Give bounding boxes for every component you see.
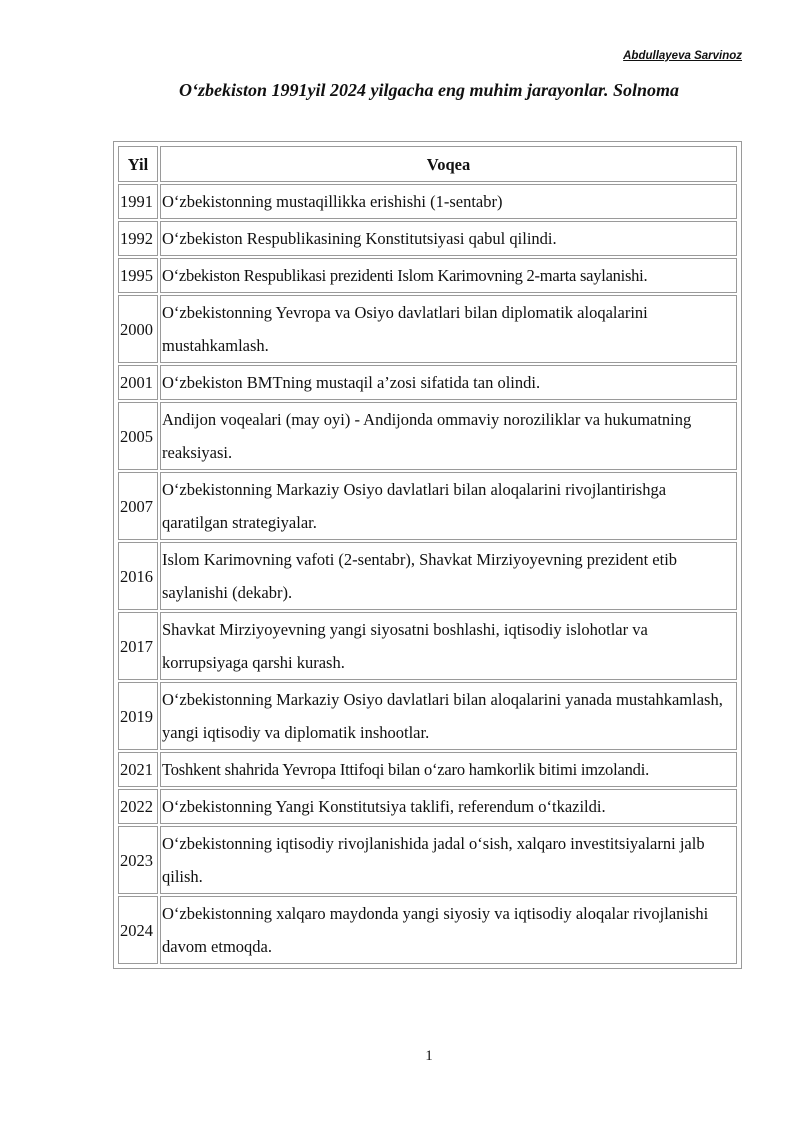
event-cell: O‘zbekistonning mustaqillikka erishishi (1-sentabr) bbox=[160, 184, 737, 219]
document-title: O‘zbekiston 1991yil 2024 yilgacha eng muhim jarayonlar. Solnoma bbox=[178, 80, 680, 100]
year-cell: 1995 bbox=[118, 258, 158, 293]
event-cell: O‘zbekiston BMTning mustaqil a’zosi sifatida tan olindi. bbox=[160, 365, 737, 400]
event-cell: Toshkent shahrida Yevropa Ittifoqi bilan o‘zaro hamkorlik bitimi imzolandi. bbox=[160, 752, 737, 787]
table-header-row bbox=[118, 146, 737, 182]
year-cell: 2007 bbox=[118, 472, 158, 540]
table-row bbox=[118, 612, 737, 680]
event-cell: O‘zbekistonning Markaziy Osiyo davlatlari bilan aloqalarini rivojlantirishga qaratilgan strategiyalar. bbox=[160, 472, 737, 540]
year-column-header: Yil bbox=[118, 146, 158, 182]
event-cell: O‘zbekistonning Markaziy Osiyo davlatlari bilan aloqalarini yanada mustahkamlash, yangi iqtisodiy va diplomatik inshootlar. bbox=[160, 682, 737, 750]
event-cell: O‘zbekiston Respublikasining Konstitutsiyasi qabul qilindi. bbox=[160, 221, 737, 256]
table-row bbox=[118, 365, 737, 400]
table-row bbox=[118, 295, 737, 363]
chronology-table-frame bbox=[113, 141, 742, 969]
table-row bbox=[118, 682, 737, 750]
table-row bbox=[118, 789, 737, 824]
table-row bbox=[118, 472, 737, 540]
year-cell: 2000 bbox=[118, 295, 158, 363]
year-cell: 2005 bbox=[118, 402, 158, 470]
table-row bbox=[118, 402, 737, 470]
chronology-table bbox=[116, 144, 739, 966]
event-cell: O‘zbekiston Respublikasi prezidenti Islom Karimovning 2-marta saylanishi. bbox=[160, 258, 737, 293]
event-cell: O‘zbekistonning xalqaro maydonda yangi siyosiy va iqtisodiy aloqalar rivojlanishi davom etmoqda. bbox=[160, 896, 737, 964]
year-cell: 2017 bbox=[118, 612, 158, 680]
table-row bbox=[118, 221, 737, 256]
author-name: Abdullayeva Sarvinoz bbox=[623, 50, 742, 62]
event-cell: Shavkat Mirziyoyevning yangi siyosatni boshlashi, iqtisodiy islohotlar va korrupsiyaga qarshi kurash. bbox=[160, 612, 737, 680]
year-cell: 1991 bbox=[118, 184, 158, 219]
table-row bbox=[118, 258, 737, 293]
year-cell: 2023 bbox=[118, 826, 158, 894]
year-cell: 2001 bbox=[118, 365, 158, 400]
event-cell: O‘zbekistonning Yevropa va Osiyo davlatlari bilan diplomatik aloqalarini mustahkamlash. bbox=[160, 295, 737, 363]
year-cell: 1992 bbox=[118, 221, 158, 256]
year-cell: 2021 bbox=[118, 752, 158, 787]
year-cell: 2016 bbox=[118, 542, 158, 610]
year-cell: 2022 bbox=[118, 789, 158, 824]
event-cell: Andijon voqealari (may oyi) - Andijonda ommaviy noroziliklar va hukumatning reaksiyasi. bbox=[160, 402, 737, 470]
event-column-header: Voqea bbox=[160, 146, 737, 182]
table-row bbox=[118, 826, 737, 894]
year-cell: 2019 bbox=[118, 682, 158, 750]
page-number: 1 bbox=[425, 1048, 433, 1064]
table-row bbox=[118, 896, 737, 964]
table-row bbox=[118, 184, 737, 219]
table-row bbox=[118, 542, 737, 610]
event-cell: O‘zbekistonning iqtisodiy rivojlanishida jadal o‘sish, xalqaro investitsiyalarni jalb qilish. bbox=[160, 826, 737, 894]
year-cell: 2024 bbox=[118, 896, 158, 964]
event-cell: O‘zbekistonning Yangi Konstitutsiya taklifi, referendum o‘tkazildi. bbox=[160, 789, 737, 824]
event-cell: Islom Karimovning vafoti (2-sentabr), Shavkat Mirziyoyevning prezident etib saylanishi (dekabr). bbox=[160, 542, 737, 610]
table-row bbox=[118, 752, 737, 787]
